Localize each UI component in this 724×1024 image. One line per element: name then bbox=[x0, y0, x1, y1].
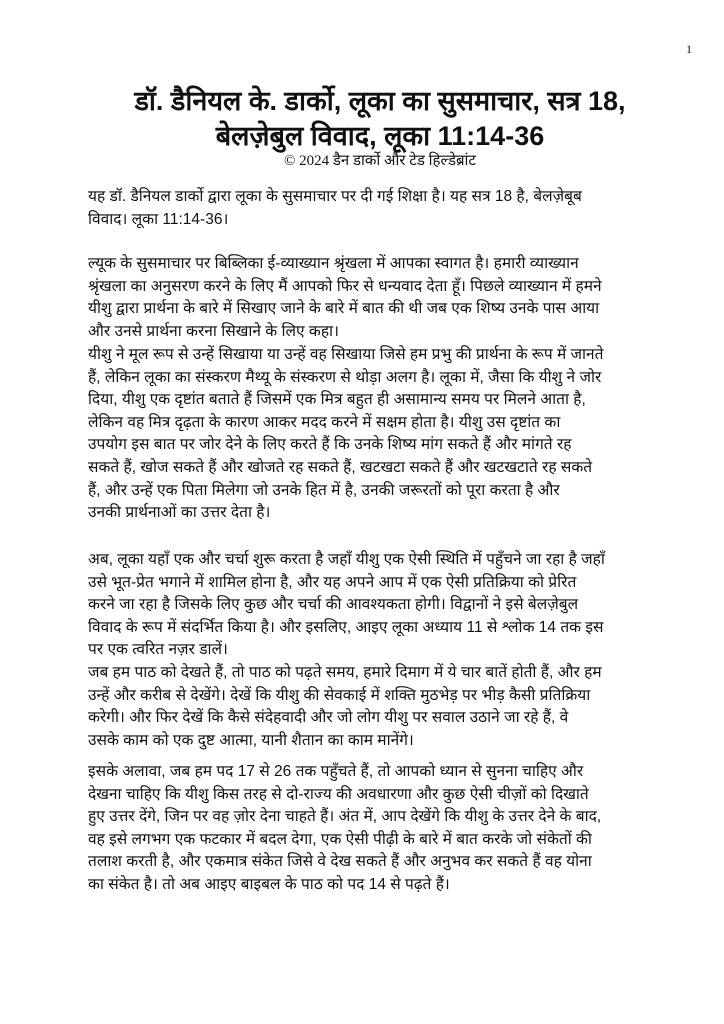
paragraph-line: उपयोग इस बात पर जोर देने के लिए करते हैं कि उनके शिष्य मांग सकते हैं और मांगते रह bbox=[88, 436, 572, 454]
paragraph-line: का संकेत है। तो अब आइए बाइबल के पाठ को पद 14 से पढ़ते हैं। bbox=[88, 875, 450, 893]
paragraph-line: दिया, यीशु एक दृष्टांत बताते हैं जिसमें एक मित्र बहुत ही असामान्य समय पर मिलने आता है, bbox=[88, 391, 586, 409]
paragraph-line: विवाद। लूका 11:14-36। bbox=[88, 210, 229, 228]
paragraph-line: करने जा रहा है जिसके लिए कुछ और चर्चा की आवश्यकता होगी। विद्वानों ने इसे बेलज़ेबुल bbox=[88, 596, 579, 614]
paragraph-line: सकते हैं, खोज सकते हैं और खोजते रह सकते हैं, खटखटा सकते हैं और खटखटाते रह सकते bbox=[88, 458, 593, 476]
paragraph bbox=[88, 344, 698, 525]
paragraph-line: पर एक त्वरित नज़र डालें। bbox=[88, 641, 228, 659]
paragraph-line: उसे भूत-प्रेत भगाने में शामिल होना है, और यह अपने आप में एक ऐसी प्रतिक्रिया को प्रेरित bbox=[88, 573, 577, 591]
paragraph-line: उन्हें और करीब से देखेंगे। देखें कि यीशु की सेवकाई में शक्ति मुठभेड़ पर भीड़ कैसी प्रतिक्रिया bbox=[88, 686, 591, 704]
paragraph-line: जब हम पाठ को देखते हैं, तो पाठ को पढ़ते समय, हमारे दिमाग में ये चार बातें होती हैं, और हम bbox=[88, 664, 602, 681]
paragraph bbox=[88, 549, 698, 662]
paragraph-line: करेगी। और फिर देखें कि कैसे संदेहवादी और जो लोग यीशु पर सवाल उठाने जा रहे हैं, वे bbox=[88, 709, 569, 727]
paragraph-line: हैं, लेकिन लूका का संस्करण मैथ्यू के संस्करण से थोड़ा अलग है। लूका में, जैसा कि यीशु ने जोर bbox=[88, 368, 602, 386]
paragraph-line: लेकिन वह मित्र दृढ़ता के कारण आकर मदद करने में सक्षम होता है। यीशु उस दृष्टांत का bbox=[88, 413, 561, 431]
page-number: 1 bbox=[686, 42, 692, 56]
paragraph-line: इसके अलावा, जब हम पद 17 से 26 तक पहुँचते हैं, तो आपको ध्यान से सुनना चाहिए और bbox=[88, 763, 584, 780]
document-title bbox=[60, 84, 700, 154]
paragraph-line: श्रृंखला का अनुसरण करने के लिए मैं आपको फिर से धन्यवाद देता हूँ। पिछले व्याख्यान में हमने bbox=[88, 277, 602, 295]
paragraph-line: देखना चाहिए कि यीशु किस तरह से दो-राज्य की अवधारणा और कुछ ऐसी चीज़ों को दिखाते bbox=[88, 785, 589, 803]
paragraph-line: वह इसे लगभग एक फटकार में बदल देगा, एक ऐसी पीढ़ी के बारे में बात करके जो संकेतों की bbox=[88, 830, 592, 848]
paragraph bbox=[88, 662, 698, 752]
paragraph bbox=[88, 253, 698, 343]
paragraph-line: हुए उत्तर देंगे, जिन पर वह ज़ोर देना चाहते हैं। अंत में, आप देखेंगे कि यीशु के उत्तर देने के बाद, bbox=[88, 808, 602, 826]
paragraph-line: यीशु ने मूल रूप से उन्हें सिखाया या उन्हें वह सिखाया जिसे हम प्रभु की प्रार्थना के रूप में जानते bbox=[88, 346, 604, 363]
paragraph-line: और उनसे प्रार्थना करना सिखाने के लिए कहा। bbox=[88, 322, 339, 340]
paragraph bbox=[88, 186, 698, 231]
copyright-line: © 2024 डैन डार्को और टेड हिल्डेब्रांट bbox=[283, 153, 476, 169]
paragraph-line: विवाद के रूप में संदर्भित किया है। और इसलिए, आइए लूका अध्याय 11 से श्लोक 14 तक इस bbox=[88, 618, 604, 636]
paragraph-line: यह डॉ. डैनियल डार्को द्वारा लूका के सुसमाचार पर दी गई शिक्षा है। यह सत्र 18 है, बेलज़ेबूब bbox=[88, 188, 582, 205]
paragraph-line: अब, लूका यहाँ एक और चर्चा शुरू करता है जहाँ यीशु एक ऐसी स्थिति में पहुँचने जा रहा है जहाँ bbox=[88, 551, 605, 568]
paragraph-line: हैं, और उन्हें एक पिता मिलेगा जो उनके हित में है, उनकी जरूरतों को पूरा करता है और bbox=[88, 481, 560, 499]
title-line: बेलज़ेबुल विवाद, लूका 11:14-36 bbox=[215, 121, 545, 151]
paragraph-line: उसके काम को एक दुष्ट आत्मा, यानी शैतान का काम मानेंगे। bbox=[88, 731, 414, 749]
title-line: डॉ. डैनियल के. डार्को, लूका का सुसमाचार, सत्र 18, bbox=[134, 86, 626, 116]
paragraph-line: यीशु द्वारा प्रार्थना के बारे में सिखाए जाने के बारे में बात की थी जब एक शिष्य उनके पास आया bbox=[88, 300, 600, 318]
paragraph-line: ल्यूक के सुसमाचार पर बिब्लिका ई-व्याख्यान श्रृंखला में आपका स्वागत है। हमारी व्याख्यान bbox=[88, 255, 579, 272]
paragraph-line: तलाश करती है, और एकमात्र संकेत जिसे वे देख सकते हैं और अनुभव कर सकते हैं वह योना bbox=[88, 853, 592, 871]
paragraph bbox=[88, 761, 698, 897]
paragraph-line: उनकी प्रार्थनाओं का उत्तर देता है। bbox=[88, 504, 271, 522]
